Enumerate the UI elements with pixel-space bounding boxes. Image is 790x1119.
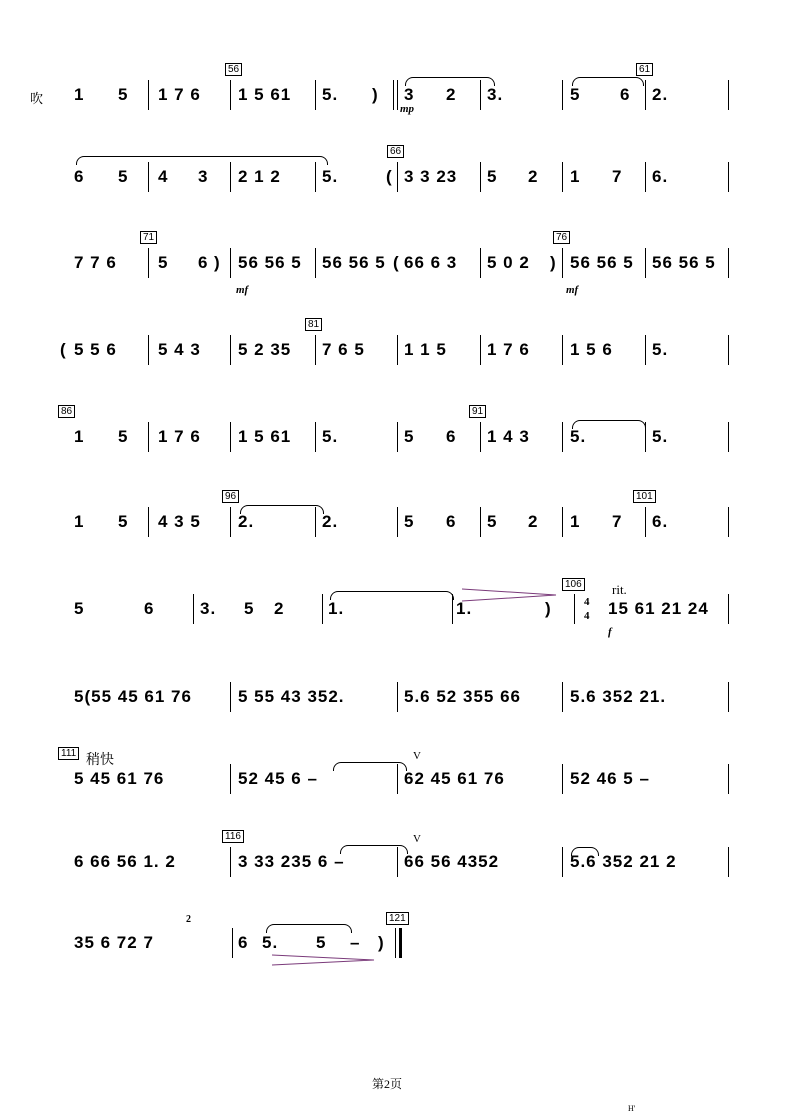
note-group: 3 [198,167,209,186]
note-group: 5 [487,512,498,531]
measure-number: 66 [387,145,404,158]
note-group: 1 [74,85,85,104]
note-group: 2 1 2 [238,167,281,186]
note-group: 5.6 52 355 66 [404,687,521,706]
paren: ) [545,599,552,618]
barline [728,162,729,192]
barline [480,335,481,365]
note-group: 2. [322,512,339,531]
note-group: 2 [446,85,457,104]
corner-mark: H' [628,1104,636,1113]
barline [397,682,398,712]
rit-marking: rit. [612,582,627,597]
note-group: 1 5 61 [238,427,292,446]
note-group: 5 [118,427,129,446]
barline [397,764,398,794]
dynamic-mark: f [608,626,612,638]
barline [562,764,563,794]
note-group: – [350,933,361,952]
staff-line-7 [0,579,790,672]
measure-number: 81 [305,318,322,331]
note-group: 2 [274,599,285,618]
time-signature-bottom: 4 [584,610,590,622]
measure-number: 91 [469,405,486,418]
note-group: 6 [144,599,155,618]
note-group: 56 56 5 [652,253,716,272]
staff-line-1 [0,64,790,155]
barline [230,335,231,365]
note-group: 5 [118,512,129,531]
note-group: 6 [238,933,249,952]
barline [728,422,729,452]
note-group: 5.6 352 21. [570,687,667,706]
staff-line-3 [0,232,790,328]
breath-mark: V [413,750,421,762]
note-group: 56 56 5 [322,253,386,272]
barline [728,248,729,278]
paren: ( [393,253,400,272]
note-group: 4 [158,167,169,186]
note-group: 5 5 6 [74,340,117,359]
barline [645,422,646,452]
barline [562,335,563,365]
slur [76,156,328,165]
note-group: 66 6 3 [404,253,458,272]
barline [728,847,729,877]
barline [728,764,729,794]
note-group: 5 [158,253,169,272]
note-group: 3. [200,599,217,618]
note-group: 5 [74,599,85,618]
barline [645,80,646,110]
barline [562,847,563,877]
barline [395,928,396,958]
tie [333,762,407,771]
note-group: 5 0 2 [487,253,530,272]
note-group: 52 46 5 – [570,769,650,788]
note-group: 56 56 5 [238,253,302,272]
note-group: 5 45 61 76 [74,769,165,788]
barline [645,335,646,365]
note-group: 7 [612,512,623,531]
barline [315,507,316,537]
final-barline [399,928,402,958]
dynamic-mark: mf [566,284,579,296]
note-group: 5. [262,933,279,952]
note-group: 1 5 61 [238,85,292,104]
staff-line-9 [0,748,790,842]
note-group: 6 [446,512,457,531]
instrument-label: 吹 [30,91,44,106]
note-group: 1 7 6 [158,427,201,446]
barline [562,507,563,537]
note-group: 3. [487,85,504,104]
note-group: 5 55 43 352. [238,687,345,706]
note-group: 1 [74,512,85,531]
note-group: 5 4 3 [158,340,201,359]
note-group: 6. [652,512,669,531]
barline [562,682,563,712]
note-group: 6 [74,167,85,186]
note-group: 5 [570,85,581,104]
note-group: 5 [244,599,255,618]
note-group: 6 [620,85,631,104]
tie [266,924,352,933]
paren: ( [386,167,393,186]
barline [315,80,316,110]
measure-number: 116 [222,830,244,843]
note-group: 1 [74,427,85,446]
tempo-marking: 稍快 [86,753,114,768]
grace-note-mark: 2 [186,914,191,925]
barline [562,80,563,110]
measure-number: 96 [222,490,239,503]
note-group: 7 7 6 [74,253,117,272]
note-group: 1 [570,512,581,531]
barline [728,682,729,712]
barline [728,507,729,537]
dynamic-mark: mp [400,103,415,115]
note-group: 5. [322,167,339,186]
barline [315,162,316,192]
barline [645,162,646,192]
note-group: 66 56 4352 [404,852,500,871]
dynamic-mark: mf [236,284,249,296]
measure-number: 61 [636,63,653,76]
page-footer: 第2页 [372,1077,403,1091]
note-group: 5. [570,427,587,446]
barline [645,248,646,278]
barline [315,422,316,452]
note-group: 5. [652,427,669,446]
barline [480,422,481,452]
staff-line-5 [0,406,790,500]
paren: ) [378,933,385,952]
note-group: 5 2 35 [238,340,292,359]
note-group: 35 6 72 7 [74,933,154,952]
barline [230,80,231,110]
note-group: 1 7 6 [158,85,201,104]
note-group: 56 56 5 [570,253,634,272]
note-group: 1. [328,599,345,618]
barline [728,335,729,365]
barline [645,507,646,537]
note-group: 3 33 235 6 – [238,852,345,871]
measure-number: 101 [633,490,656,503]
barline [230,847,231,877]
note-group: 5. [652,340,669,359]
barline [393,80,394,110]
barline [728,594,729,624]
barline [562,422,563,452]
note-group: 5.6 352 21 2 [570,852,677,871]
note-group: 5 [487,167,498,186]
barline [728,80,729,110]
barline [148,422,149,452]
slur [572,77,644,86]
staff-line-11 [0,913,790,1008]
paren: ( [60,340,67,359]
measure-number: 56 [225,63,242,76]
note-group: 1 5 6 [570,340,613,359]
barline [148,80,149,110]
barline [193,594,194,624]
staff-line-8 [0,680,790,760]
note-group: 5 [118,167,129,186]
note-group: 1 [570,167,581,186]
barline [230,764,231,794]
barline [574,594,575,624]
barline [397,422,398,452]
barline [230,248,231,278]
note-group: 6 [198,253,209,272]
note-group: 2 [528,512,539,531]
time-signature-top: 4 [584,596,590,608]
note-group: 15 61 21 24 [608,599,709,618]
note-group: 2. [238,512,255,531]
note-group: 6. [652,167,669,186]
barline [230,162,231,192]
note-group: 5 [316,933,327,952]
note-group: 4 3 5 [158,512,201,531]
measure-number: 106 [562,578,585,591]
note-group: 2 [528,167,539,186]
measure-number: 121 [386,912,409,925]
barline [230,422,231,452]
decrescendo-hairpin [272,954,376,968]
note-group: 6 66 56 1. 2 [74,852,176,871]
measure-number: 111 [58,747,79,760]
barline [562,162,563,192]
measure-number: 86 [58,405,75,418]
barline [397,335,398,365]
note-group: 5(55 45 61 76 [74,687,192,706]
measure-number: 71 [140,231,157,244]
decrescendo-hairpin [462,588,558,604]
barline [148,248,149,278]
staff-line-6 [0,491,790,585]
note-group: 5 [404,512,415,531]
barline [480,80,481,110]
note-group: 1 1 5 [404,340,447,359]
paren: ) [372,85,379,104]
note-group: 2. [652,85,669,104]
barline [148,507,149,537]
breath-mark: V [413,833,421,845]
tie [330,591,454,600]
note-group: 1 4 3 [487,427,530,446]
barline [397,507,398,537]
note-group: 7 6 5 [322,340,365,359]
barline [315,248,316,278]
barline [480,162,481,192]
barline [397,847,398,877]
barline [480,248,481,278]
note-group: 1 7 6 [487,340,530,359]
note-group: 5. [322,427,339,446]
barline [232,928,233,958]
note-group: 3 3 23 [404,167,458,186]
barline [315,335,316,365]
barline [480,507,481,537]
note-group: 7 [612,167,623,186]
barline [230,682,231,712]
barline [397,80,398,110]
barline [562,248,563,278]
note-group: 1. [456,599,473,618]
barline [322,594,323,624]
paren: ) [550,253,557,272]
staff-line-4 [0,319,790,415]
barline [397,162,398,192]
note-group: 6 [446,427,457,446]
note-group: 62 45 61 76 [404,769,505,788]
measure-number: 76 [553,231,570,244]
barline [452,594,453,624]
note-group: 5 [118,85,129,104]
note-group: 52 45 6 – [238,769,318,788]
barline [148,335,149,365]
barline [230,507,231,537]
barline [148,162,149,192]
note-group: 5. [322,85,339,104]
note-group: 5 [404,427,415,446]
note-group: 3 [404,85,415,104]
paren: ) [214,253,221,272]
staff-line-2 [0,146,790,242]
